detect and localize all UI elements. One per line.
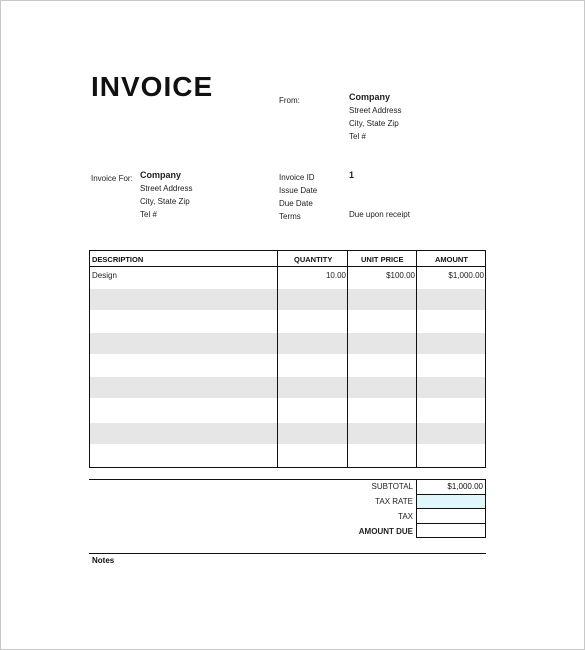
amount-due-value xyxy=(416,523,486,538)
from-label: From: xyxy=(279,96,300,105)
header-description: DESCRIPTION xyxy=(92,255,144,264)
row-quantity: 10.00 xyxy=(325,271,346,280)
from-street: Street Address xyxy=(349,106,402,115)
row-band xyxy=(90,289,485,310)
column-divider xyxy=(347,251,348,467)
row-band xyxy=(90,377,485,398)
invoice-meta-labels xyxy=(279,171,317,223)
table-header xyxy=(90,251,485,267)
invoice-id-label: Invoice ID xyxy=(279,173,315,182)
header-unit-price: UNIT PRICE xyxy=(361,255,404,264)
from-tel: Tel # xyxy=(349,132,366,141)
invoice-for-city: City, State Zip xyxy=(140,197,190,206)
tax-label: TAX xyxy=(398,512,413,521)
invoice-for-tel: Tel # xyxy=(140,210,157,219)
subtotal-value: $1,000.00 xyxy=(416,480,486,495)
invoice-meta-values xyxy=(349,169,410,221)
invoice-title: INVOICE xyxy=(91,71,214,102)
row-unit-price: $100.00 xyxy=(386,271,415,280)
due-date-value xyxy=(349,195,410,208)
from-city: City, State Zip xyxy=(349,119,399,128)
due-date-label: Due Date xyxy=(279,199,313,208)
row-band xyxy=(90,423,485,444)
from-company: Company xyxy=(349,92,391,102)
from-address-block xyxy=(349,91,401,143)
tax-value xyxy=(416,509,486,524)
invoice-for-address-block xyxy=(140,169,192,221)
column-divider xyxy=(416,251,417,467)
notes-divider xyxy=(89,553,486,554)
line-items-table xyxy=(89,250,486,468)
header-amount: AMOUNT xyxy=(435,255,468,264)
row-amount: $1,000.00 xyxy=(448,271,484,280)
invoice-for-company: Company xyxy=(140,170,182,180)
tax-rate-field[interactable] xyxy=(416,494,486,509)
invoice-for-street: Street Address xyxy=(140,184,193,193)
subtotal-label: SUBTOTAL xyxy=(371,482,413,491)
terms-label: Terms xyxy=(279,212,301,221)
header-quantity: QUANTITY xyxy=(294,255,333,264)
notes-label: Notes xyxy=(92,556,115,565)
invoice-id-value: 1 xyxy=(349,170,355,180)
issue-date-label: Issue Date xyxy=(279,186,318,195)
tax-rate-label: TAX RATE xyxy=(375,497,413,506)
issue-date-value xyxy=(349,182,410,195)
invoice-for-label: Invoice For: xyxy=(91,174,133,183)
amount-due-label: AMOUNT DUE xyxy=(358,527,413,536)
terms-value: Due upon receipt xyxy=(349,210,410,219)
column-divider xyxy=(277,251,278,467)
row-band xyxy=(90,333,485,354)
row-description: Design xyxy=(92,271,117,280)
